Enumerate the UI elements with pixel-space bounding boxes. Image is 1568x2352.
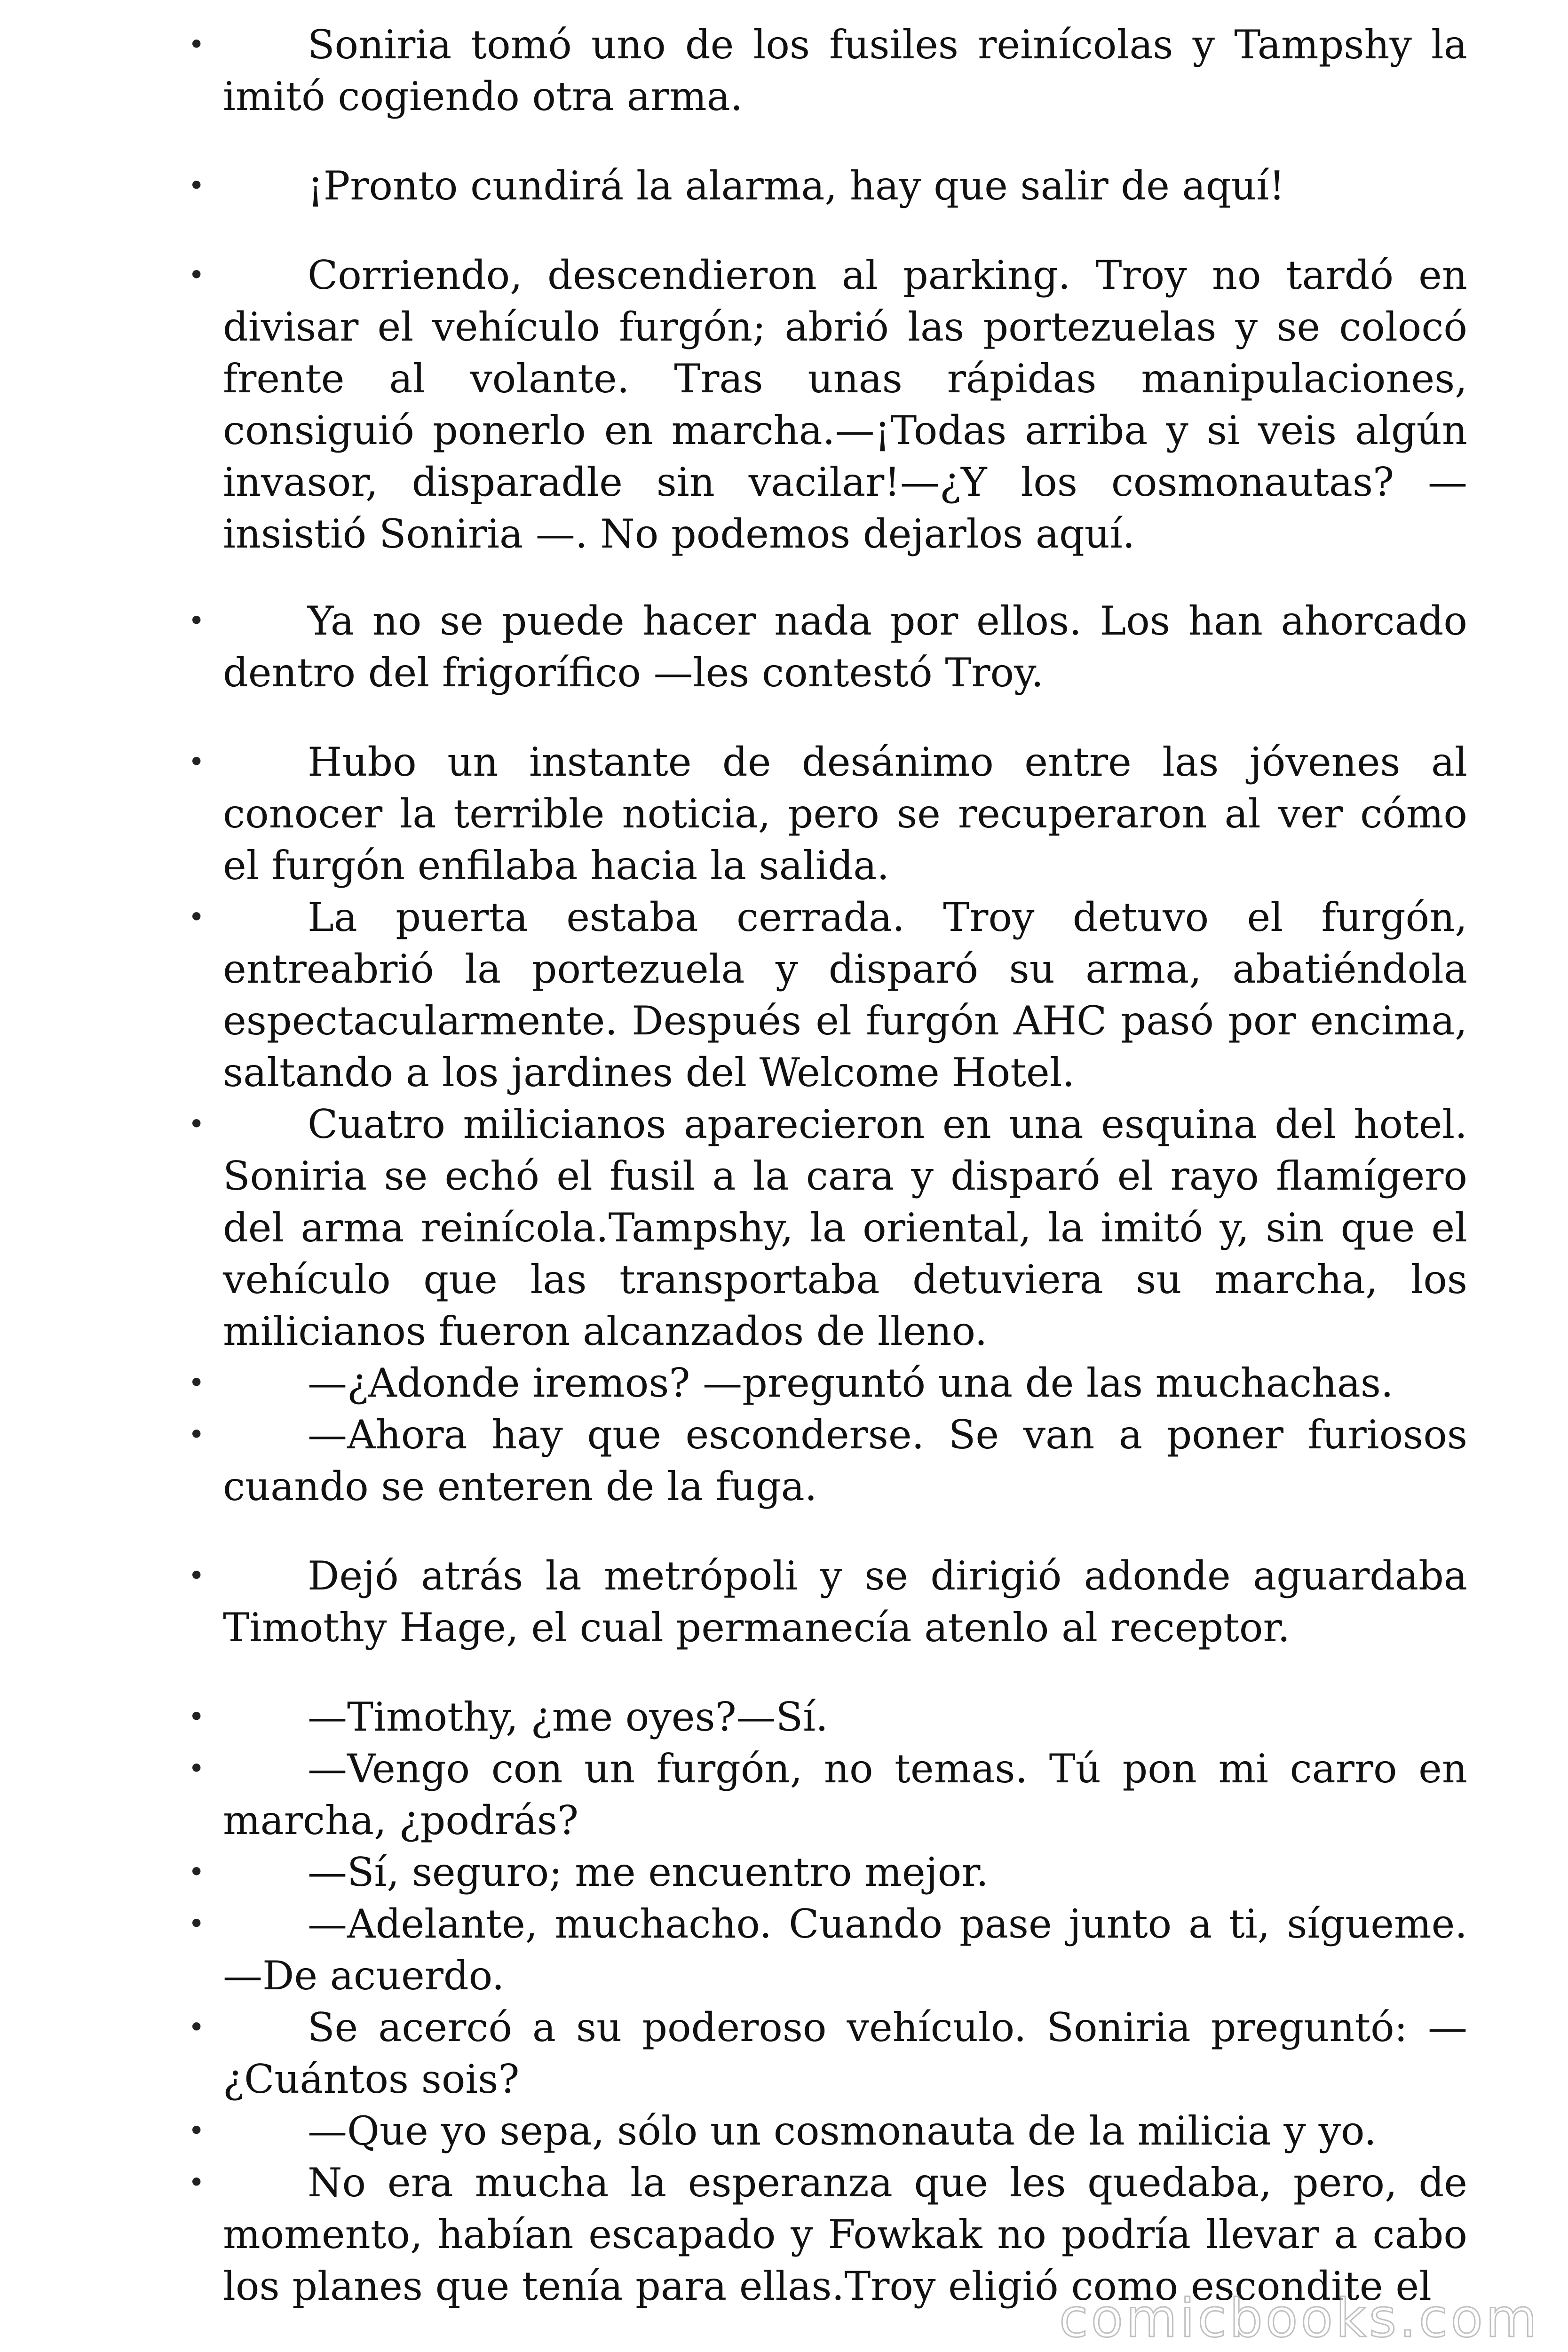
bullet-17: •: [188, 2166, 205, 2199]
paragraph-2: ¡Pronto cundirá la alarma, hay que salir de aquí!: [308, 163, 1285, 209]
watermark: comicbooks.com: [1059, 2288, 1540, 2349]
bullet-3: •: [188, 259, 205, 292]
bullet-15: •: [188, 2011, 205, 2044]
paragraph-9: —Ahora hay que esconderse. Se van a poner furiosos cuando se enteren de la fuga.: [223, 1412, 1467, 1510]
bullet-2: •: [188, 169, 205, 202]
bullet-6: •: [188, 901, 205, 934]
paragraph-11: —Timothy, ¿me oyes?—Sí.: [308, 1694, 828, 1740]
bullet-5: •: [188, 746, 205, 779]
bullet-13: •: [188, 1856, 205, 1889]
bullet-10: •: [188, 1559, 205, 1592]
paragraph-15: Se acercó a su poderoso vehículo. Soniria preguntó: —¿Cuántos sois?: [223, 2004, 1467, 2102]
paragraph-14: —Adelante, muchacho. Cuando pase junto a ti, sígueme. —De acuerdo.: [223, 1901, 1467, 1999]
paragraph-3: Corriendo, descendieron al parking. Troy no tardó en divisar el vehículo furgón; abrió las portezuelas y se colocó frente al volante. Tras unas rápidas manipulaciones, consiguió ponerlo en marcha.—¡Todas arriba y si veis algún invasor, disparadle sin vacilar!—¿Y los cosmonautas? —insistió Soniria —. No podemos dejarlos aquí.: [223, 252, 1467, 557]
bullet-12: •: [188, 1752, 205, 1785]
bullet-4: •: [188, 604, 205, 637]
bullet-11: •: [188, 1700, 205, 1733]
paragraph-13: —Sí, seguro; me encuentro mejor.: [308, 1849, 989, 1895]
paragraph-6: La puerta estaba cerrada. Troy detuvo el furgón, entreabrió la portezuela y disparó su arma, abatiéndola espectacularmente. Después el furgón AHC pasó por encima, saltando a los jardines del Welcome Hotel.: [223, 894, 1467, 1096]
bullet-7: •: [188, 1108, 205, 1141]
paragraph-4: Ya no se puede hacer nada por ellos. Los han ahorcado dentro del frigorífico —les contestó Troy.: [223, 598, 1467, 696]
bullet-9: •: [188, 1418, 205, 1451]
paragraph-12: —Vengo con un furgón, no temas. Tú pon mi carro en marcha, ¿podrás?: [223, 1746, 1467, 1843]
paragraph-1: Soniria tomó uno de los fusiles reinícolas y Tampshy la imitó cogiendo otra arma.: [223, 22, 1467, 119]
bullet-16: •: [188, 2114, 205, 2147]
paragraph-16: —Que yo sepa, sólo un cosmonauta de la milicia y yo.: [308, 2108, 1377, 2154]
bullet-1: •: [188, 28, 205, 61]
paragraph-7: Cuatro milicianos aparecieron en una esquina del hotel. Soniria se echó el fusil a la cara y disparó el rayo flamígero del arma reinícola.Tampshy, la oriental, la imitó y, sin que el vehículo que las transportaba detuviera su marcha, los milicianos fueron alcanzados de lleno.: [223, 1101, 1467, 1354]
paragraph-10: Dejó atrás la metrópoli y se dirigió adonde aguardaba Timothy Hage, el cual permanecía atenlo al receptor.: [223, 1553, 1467, 1651]
paragraph-5: Hubo un instante de desánimo entre las jóvenes al conocer la terrible noticia, pero se recuperaron al ver cómo el furgón enfilaba hacia la salida.: [223, 739, 1467, 889]
bullet-8: •: [188, 1367, 205, 1399]
paragraph-17: No era mucha la esperanza que les quedaba, pero, de momento, habían escapado y Fowkak no podría llevar a cabo los planes que tenía para ellas.Troy eligió como escondite el: [223, 2160, 1467, 2309]
bullet-14: •: [188, 1907, 205, 1940]
paragraph-8: —¿Adonde iremos? —preguntó una de las muchachas.: [308, 1360, 1394, 1406]
